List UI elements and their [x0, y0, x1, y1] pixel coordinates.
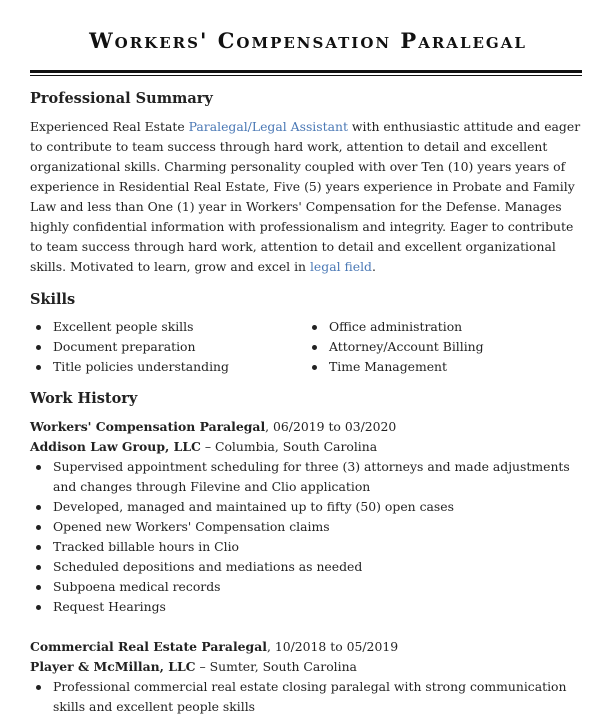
job-duty-item: Developed, managed and maintained up to fifty (50) open cases: [53, 497, 582, 517]
skill-item: Time Management: [329, 357, 484, 377]
job-title: Commercial Real Estate Paralegal: [30, 639, 267, 654]
legal-field-link[interactable]: legal field: [309, 259, 372, 274]
job-entry: [30, 417, 582, 617]
job-company-line: [30, 437, 582, 457]
job-duty-item: Request Hearings: [53, 597, 582, 617]
job-dates: , 06/2019 to 03/2020: [265, 419, 397, 434]
job-location: – Columbia, South Carolina: [200, 439, 378, 454]
job-duty-item: Tracked billable hours in Clio: [53, 537, 582, 557]
job-location: – Sumter, South Carolina: [195, 659, 357, 674]
skills-heading: Skills: [30, 291, 76, 308]
job-dates: , 10/2018 to 05/2019: [266, 639, 399, 654]
skills-column-right: [306, 317, 484, 377]
skill-item: Office administration: [329, 317, 484, 337]
job-duty-item: Scheduled depositions and mediations as needed: [53, 557, 582, 577]
job-title: Workers' Compensation Paralegal: [30, 419, 266, 434]
paralegal-legal-assistant-link[interactable]: Paralegal/Legal Assistant: [188, 119, 348, 134]
work-history-heading: Work History: [30, 390, 138, 407]
summary-text-part-2: with enthusiastic attitude and eager to contribute to team success through hard work, attention to detail and excellent organizational skills. Charming personality coupled with over Ten (10) years years of experience in Residential Real Estate, Five (5) years experience in Probate and Family Law and less than One (1) year in Workers' Compensation for the Defense. Manages highly confidential information with professionalism and integrity. Eager to contribute to team success through hard work, attention to detail and excellent organizational skills. Motivated to learn, grow and excel in: [30, 119, 581, 274]
job-company: Player & McMillan, LLC: [30, 659, 196, 674]
summary-text-part-1: Experienced Real Estate: [30, 119, 189, 134]
title-divider-thin: [30, 75, 582, 76]
summary-text: [30, 117, 582, 277]
skills-list: [30, 317, 582, 377]
skill-item: Excellent people skills: [53, 317, 306, 337]
job-duty-item: Professional commercial real estate closing paralegal with strong communication skills and excellent people skills: [53, 677, 582, 717]
job-entry: [30, 637, 582, 717]
skill-item: Attorney/Account Billing: [329, 337, 484, 357]
skill-item: Document preparation: [53, 337, 306, 357]
summary-text-part-3: .: [371, 259, 376, 274]
job-title-line: [30, 417, 582, 437]
resume-title: Workers' Compensation Paralegal: [89, 28, 527, 53]
job-company-line: [30, 657, 582, 677]
job-duty-item: Opened new Workers' Compensation claims: [53, 517, 582, 537]
job-duties-list: [30, 677, 582, 717]
resume-content: [30, 88, 582, 717]
summary-heading: Professional Summary: [30, 90, 213, 107]
job-company: Addison Law Group, LLC: [30, 439, 201, 454]
skill-item: Title policies understanding: [53, 357, 306, 377]
skills-column-left: [30, 317, 306, 377]
job-duty-item: Supervised appointment scheduling for three (3) attorneys and made adjustments and changes through Filevine and Clio application: [53, 457, 582, 497]
title-divider-thick: [30, 70, 582, 73]
job-duties-list: [30, 457, 582, 617]
job-title-line: [30, 637, 582, 657]
job-duty-item: Subpoena medical records: [53, 577, 582, 597]
